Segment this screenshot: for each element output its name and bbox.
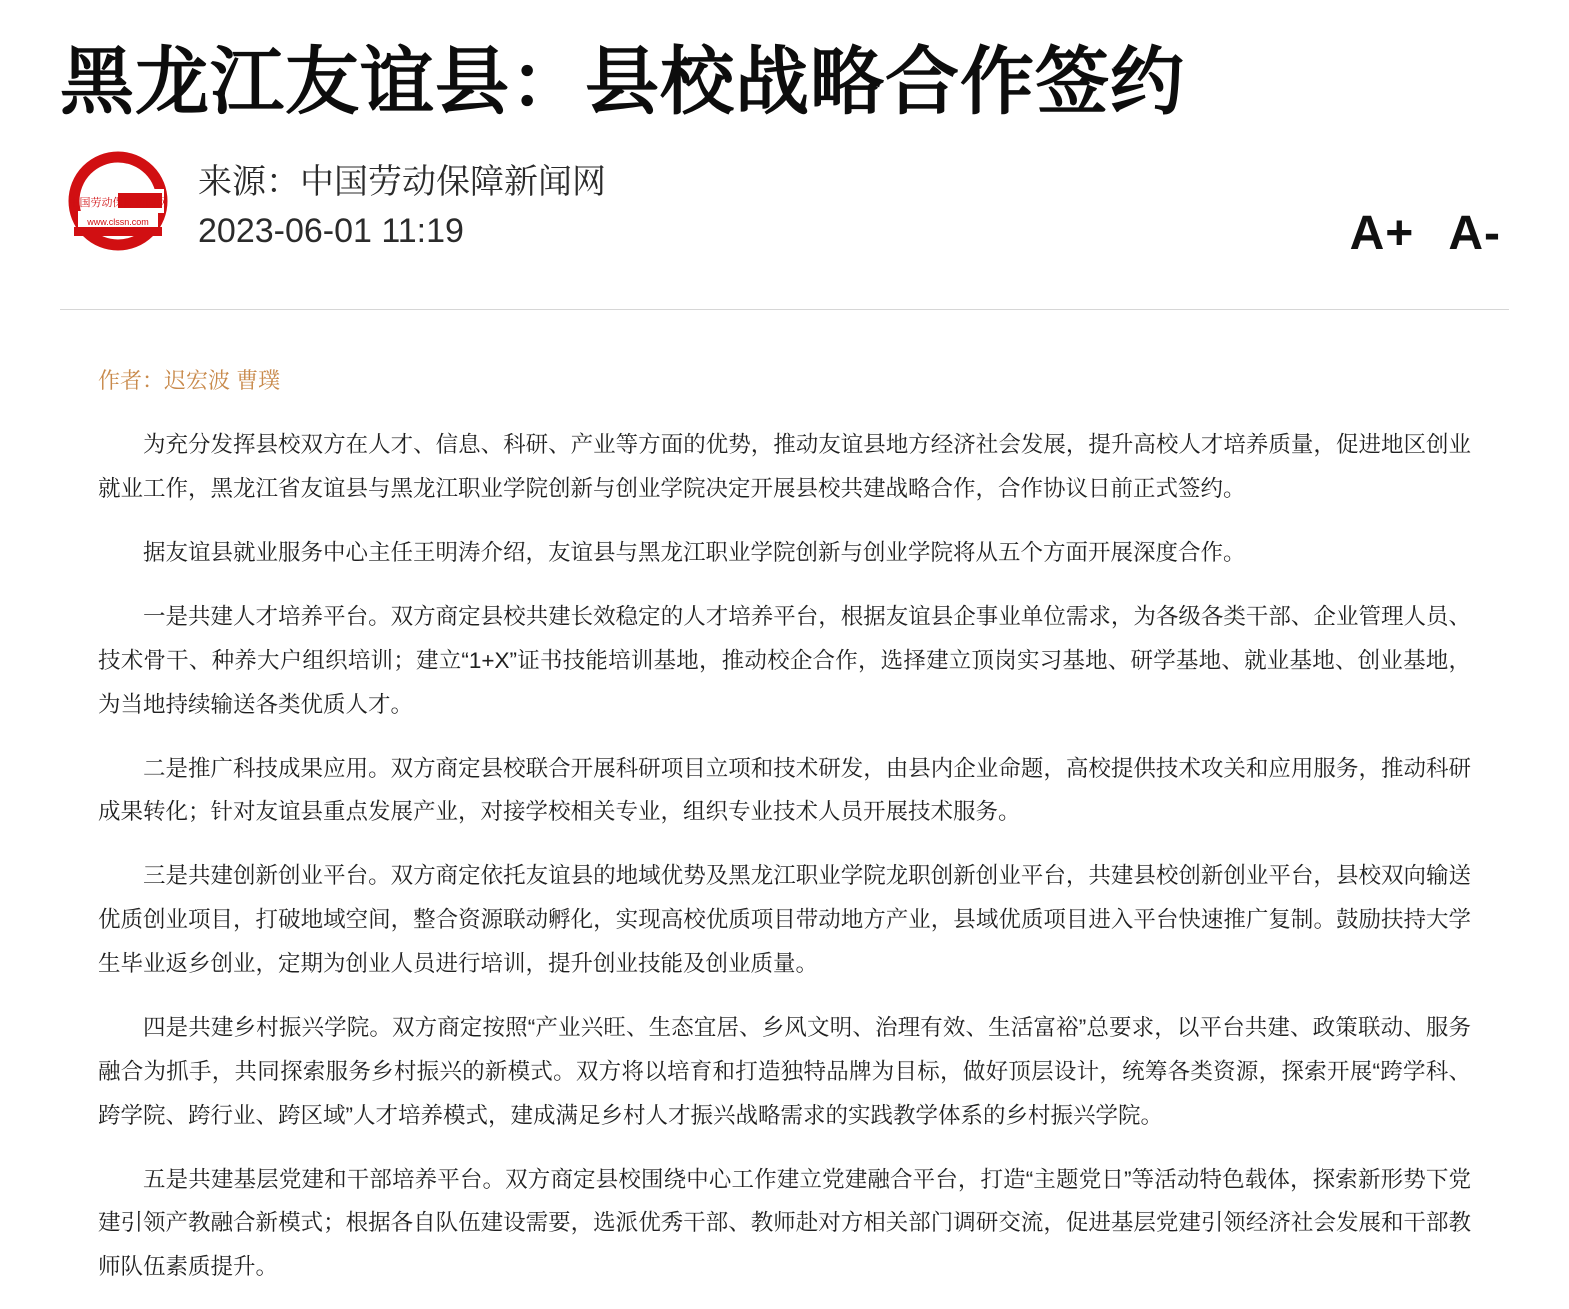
font-size-controls bbox=[1350, 206, 1501, 261]
source-label: 来源：中国劳动保障新闻网 bbox=[198, 163, 606, 202]
svg-text:中国劳动保障新闻网: 中国劳动保障新闻网 bbox=[68, 197, 168, 210]
article-paragraph: 五是共建基层党建和干部培养平台。双方商定县校围绕中心工作建立党建融合平台，打造“主题党日”等活动特色载体，探索新形势下党建引领产教融合新模式；根据各自队伍建设需要，选派优秀干部、教师赴对方相关部门调研交流，促进基层党建引领经济社会发展和干部教师队伍素质提升。 bbox=[98, 1166, 1471, 1280]
page-title: 黑龙江友谊县：县校战略合作签约 bbox=[60, 40, 1185, 123]
article-page bbox=[0, 38, 1569, 1289]
publish-time: 2023-06-01 11:19 bbox=[198, 212, 464, 251]
article-paragraph: 据友谊县就业服务中心主任王明涛介绍，友谊县与黑龙江职业学院创新与创业学院将从五个方面开展深度合作。 bbox=[143, 540, 1246, 566]
article-body bbox=[60, 364, 1509, 1289]
article-meta bbox=[60, 147, 1509, 267]
article-paragraph: 三是共建创新创业平台。双方商定依托友谊县的地域优势及黑龙江职业学院龙职创新创业平台，共建县校创新创业平台，县校双向输送优质创业项目，打破地域空间，整合资源联动孵化，实现高校优质项目带动地方产业，县域优质项目进入平台快速推广复制。鼓励扶持大学生毕业返乡创业，定期为创业人员进行培训，提升创业技能及创业质量。 bbox=[98, 863, 1471, 977]
header-divider bbox=[60, 309, 1509, 310]
article-paragraph: 二是推广科技成果应用。双方商定县校联合开展科研项目立项和技术研发，由县内企业命题，高校提供技术攻关和应用服务，推动科研成果转化；针对友谊县重点发展产业，对接学校相关专业，组织专业技术人员开展技术服务。 bbox=[98, 755, 1471, 825]
article-paragraph: 为充分发挥县校双方在人才、信息、科研、产业等方面的优势，推动友谊县地方经济社会发展，提升高校人才培养质量，促进地区创业就业工作，黑龙江省友谊县与黑龙江职业学院创新与创业学院决定开展县校共建战略合作，合作协议日前正式签约。 bbox=[98, 432, 1471, 502]
svg-text:www.clssn.com: www.clssn.com bbox=[87, 217, 149, 228]
article-paragraph: 四是共建乡村振兴学院。双方商定按照“产业兴旺、生态宜居、乡风文明、治理有效、生活富裕”总要求，以平台共建、政策联动、服务融合为抓手，共同探索服务乡村振兴的新模式。双方将以培育和打造独特品牌为目标，做好顶层设计，统筹各类资源，探索开展“跨学科、跨学院、跨行业、跨区域”人才培养模式，建成满足乡村人才振兴战略需求的实践教学体系的乡村振兴学院。 bbox=[98, 1014, 1471, 1128]
source-logo-icon bbox=[60, 149, 176, 265]
meta-text-block bbox=[198, 158, 606, 257]
font-increase-button[interactable]: A+ bbox=[1349, 207, 1415, 261]
article-authors: 作者：迟宏波 曹璞 bbox=[98, 368, 281, 394]
font-decrease-button[interactable]: A- bbox=[1448, 207, 1501, 261]
article-paragraph: 一是共建人才培养平台。双方商定县校共建长效稳定的人才培养平台，根据友谊县企事业单位需求，为各级各类干部、企业管理人员、技术骨干、种养大户组织培训；建立“1+X”证书技能培训基地，推动校企合作，选择建立顶岗实习基地、研学基地、就业基地、创业基地，为当地持续输送各类优质人才。 bbox=[98, 603, 1471, 717]
